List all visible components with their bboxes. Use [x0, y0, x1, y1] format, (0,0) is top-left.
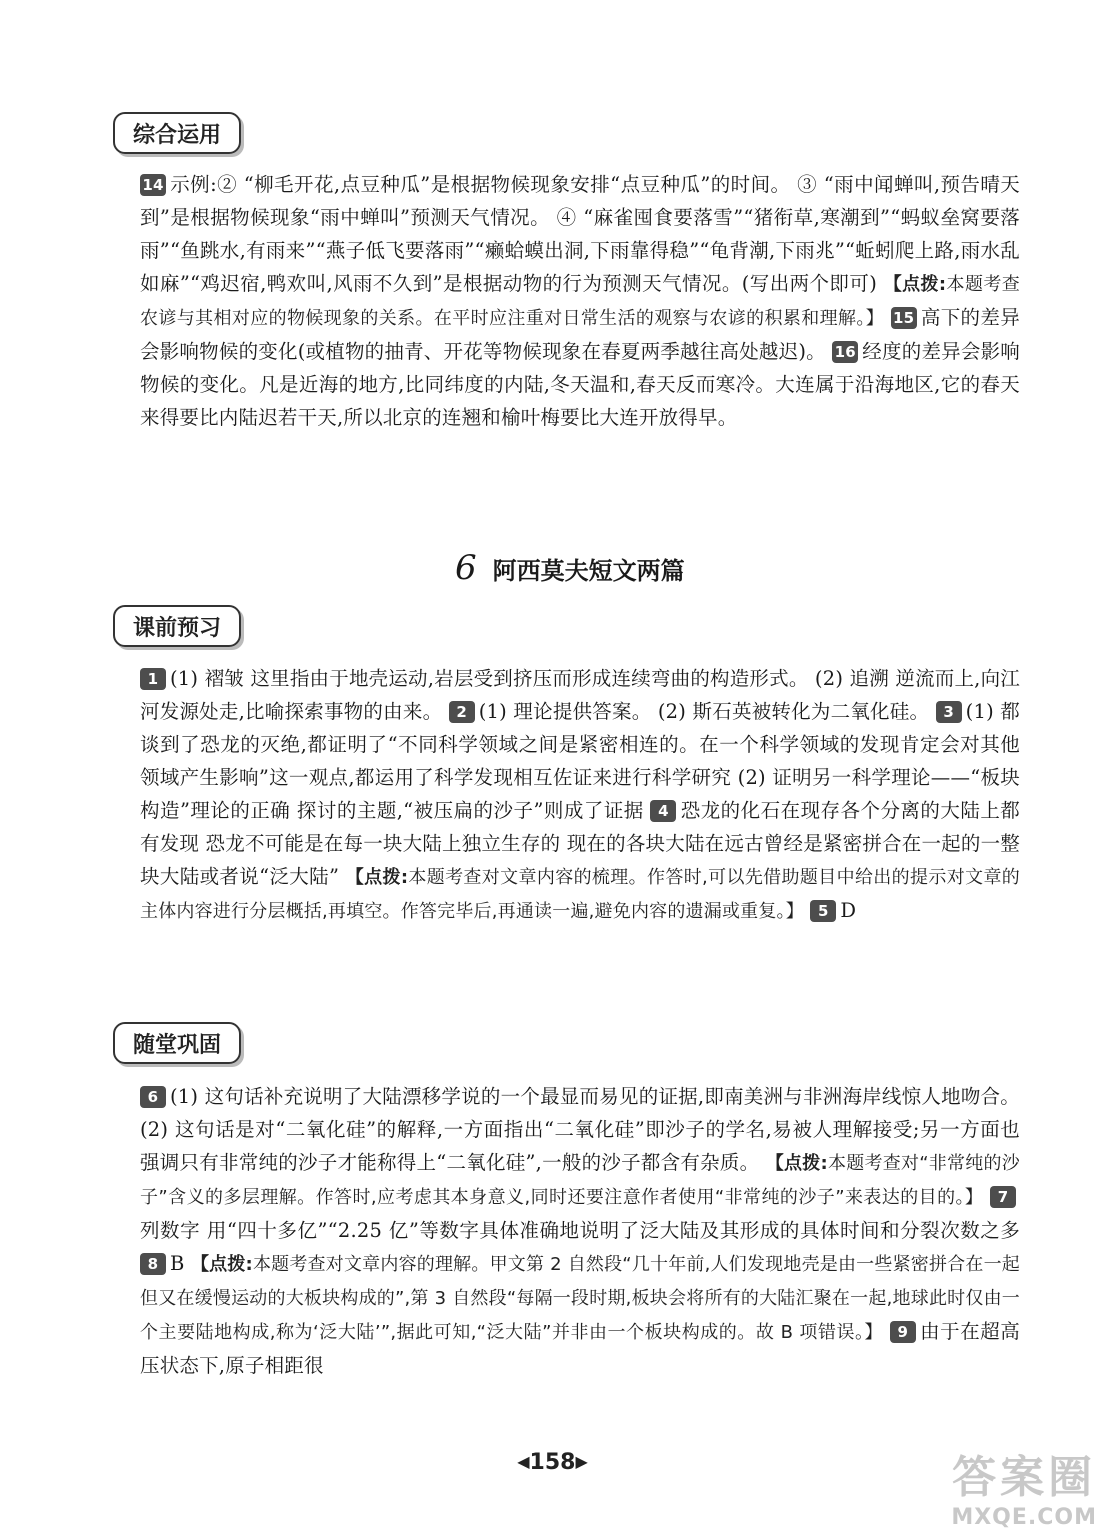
- question-number-2: 2: [449, 701, 475, 723]
- question-number-9: 9: [890, 1321, 916, 1343]
- right-arrow-icon: ▶: [575, 1452, 588, 1471]
- tip-4-text: 本题考查对文章内容的梳理。作答时,可以先借助题目中给出的提示对文章的主体内容进行分层概括,再填空。作答完毕后,再通读一遍,避免内容的遗漏或重复。】: [140, 867, 1020, 922]
- watermark-url: MXQE.COM: [951, 1505, 1097, 1530]
- section-heading-label: 课前预习: [133, 615, 222, 641]
- tip-label: 【点拨:: [765, 1153, 828, 1174]
- answer-1-text: (1) 褶皱 这里指由于地壳运动,岩层受到挤压而形成连续弯曲的构造形式。 (2) 追溯 逆流而上,向江河发源处走,比喻探索事物的由来。: [140, 667, 1020, 723]
- section-heading-consolidate: [113, 1022, 241, 1064]
- tip-label: 【点拨:: [190, 1254, 253, 1275]
- answer-block-1-5: [140, 662, 1020, 928]
- question-number-8: 8: [140, 1253, 166, 1275]
- page-number: [0, 1450, 1105, 1475]
- answer-8-text: B: [170, 1252, 191, 1275]
- section-heading-comprehensive: [113, 112, 241, 154]
- answer-9-text: 由于在超高压状态下,原子相距很: [140, 1320, 1020, 1377]
- tip-8-text: 本题考查对文章内容的理解。甲文第 2 自然段“几十年前,人们发现地壳是由一些紧密拼合在一起但又在缓慢运动的大板块构成的”,第 3 自然段“每隔一段时期,板块会将所有的大陆汇聚在一起,地球此时仅由一个主要陆地构成,称为‘泛大陆’”,据此可知,“泛大陆”并非由一个板块构成的。故 B 项错误。】: [140, 1254, 1020, 1343]
- section-heading-label: 综合运用: [133, 122, 222, 148]
- tip-8: [140, 1254, 1020, 1343]
- question-number-14: 14: [140, 174, 166, 196]
- answer-block-14-16: [140, 168, 1020, 434]
- watermark-logo: [951, 1441, 1097, 1530]
- section-heading-preview: [113, 605, 241, 647]
- watermark-title: 答案圈: [952, 1452, 1097, 1503]
- question-number-1: 1: [140, 668, 166, 690]
- question-number-7: 7: [990, 1186, 1016, 1208]
- answer-block-6-9: [140, 1080, 1020, 1382]
- answer-2-text: (1) 理论提供答案。 (2) 斯石英被转化为二氧化硅。: [478, 700, 930, 723]
- chapter-name: 阿西莫夫短文两篇: [492, 557, 685, 585]
- answer-14-text: 示例:② “柳毛开花,点豆种瓜”是根据物候现象安排“点豆种瓜”的时间。 ③ “雨中闻蝉叫,预告晴天到”是根据物候现象“雨中蝉叫”预测天气情况。 ④ “麻雀囤食要落雪”“猪衔草,寒潮到”“蚂蚁垒窝要落雨”“鱼跳水,有雨来”“燕子低飞要落雨”“癞蛤蟆出洞,下雨靠得稳”“龟背潮,下雨兆”“蚯蚓爬上路,雨水乱如麻”“鸡迟宿,鸭欢叫,风雨不久到”是根据动物的行为预测天气情况。(写出两个即可): [140, 173, 1020, 295]
- answer-3-text: (1) 都谈到了恐龙的灭绝,都证明了“不同科学领域之间是紧密相连的。在一个科学领域的发现肯定会对其他领域产生影响”这一观点,都运用了科学发现相互佐证来进行科学研究 (2) 证明另一科学理论——“板块构造”理论的正确 探讨的主题,“被压扁的沙子”则成了证据: [140, 700, 1021, 822]
- question-number-16: 16: [832, 341, 858, 363]
- left-arrow-icon: ◀: [517, 1452, 530, 1471]
- question-number-5: 5: [810, 900, 836, 922]
- chapter-title: [455, 548, 685, 588]
- question-number-3: 3: [936, 701, 962, 723]
- question-number-4: 4: [650, 800, 676, 822]
- question-number-6: 6: [140, 1086, 166, 1108]
- answer-7-text: 列数字 用“四十多亿”“2.25 亿”等数字具体准确地说明了泛大陆及其形成的具体时间和分裂次数之多: [140, 1219, 1020, 1242]
- answer-4-text: 恐龙的化石在现存各个分离的大陆上都有发现 恐龙不可能是在每一块大陆上独立生存的 现在的各块大陆在远古曾经是紧密拼合在一起的一整块大陆或者说“泛大陆”: [140, 799, 1020, 888]
- answer-16-text: 经度的差异会影响物候的变化。凡是近海的地方,比同纬度的内陆,冬天温和,春天反而寒冷。大连属于沿海地区,它的春天来得要比内陆迟若干天,所以北京的连翘和榆叶梅要比大连开放得早。: [140, 340, 1020, 429]
- tip-label: 【点拨:: [883, 274, 947, 295]
- answer-6-text: (1) 这句话补充说明了大陆漂移学说的一个最显而易见的证据,即南美洲与非洲海岸线惊人地吻合。 (2) 这句话是对“二氧化硅”的解释,一方面指出“二氧化硅”即沙子的学名,易被人理解接受;另一方面也强调只有非常纯的沙子才能称得上“二氧化硅”,一般的沙子都含有杂质。: [140, 1085, 1020, 1174]
- tip-6-text: 本题考查对“非常纯的沙子”含义的多层理解。作答时,应考虑其本身意义,同时还要注意作者使用“非常纯的沙子”来表达的目的。】: [140, 1153, 1021, 1208]
- chapter-number: 6: [455, 548, 477, 588]
- tip-14-text: 本题考查农谚与其相对应的物候现象的关系。在平时应注重对日常生活的观察与农谚的积累和理解。】: [140, 274, 1020, 329]
- question-number-15: 15: [891, 307, 917, 329]
- answer-5-text: D: [840, 899, 857, 922]
- answer-15-text: 高下的差异会影响物候的变化(或植物的抽青、开花等物候现象在春夏两季越往高处越迟)。: [140, 306, 1020, 363]
- section-heading-label: 随堂巩固: [133, 1032, 222, 1058]
- tip-label: 【点拨:: [345, 867, 409, 888]
- page-number-value: 158: [529, 1450, 576, 1475]
